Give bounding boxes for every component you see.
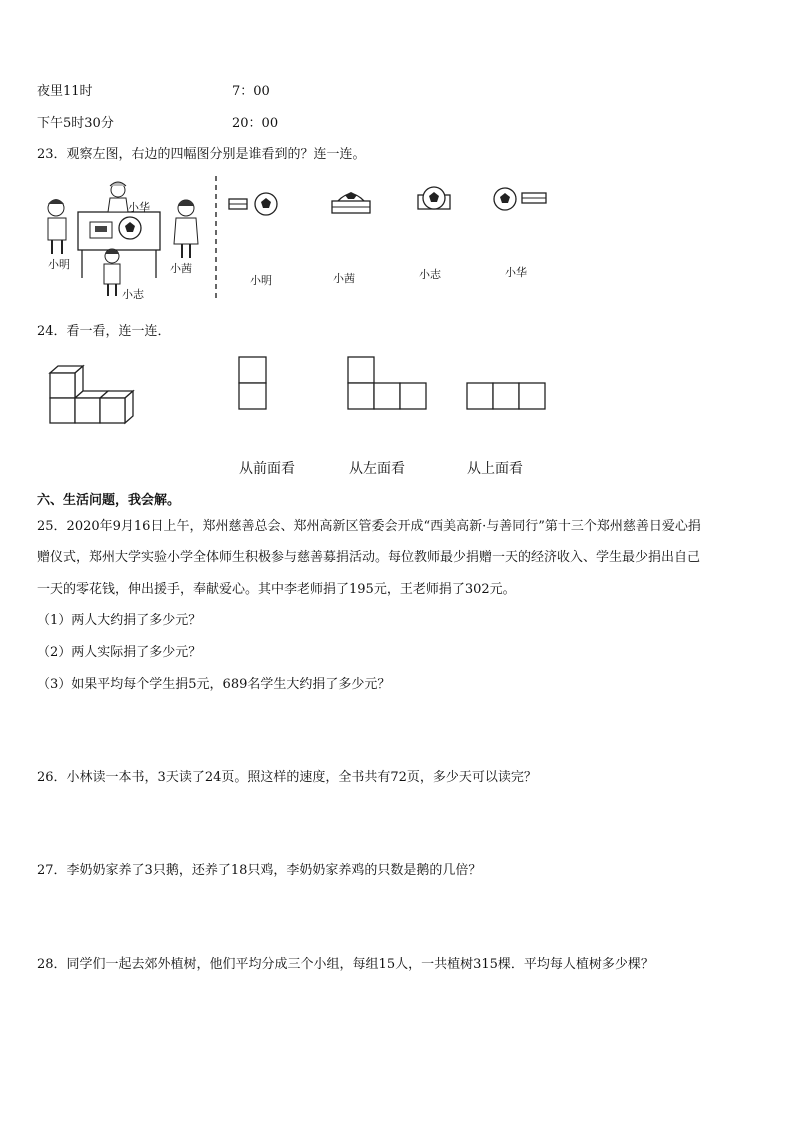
q23-option-xiaohua: 小华 <box>505 266 527 279</box>
q23-dashed-divider <box>214 176 218 302</box>
time-right-2: 20：00 <box>232 116 279 131</box>
q27-text: 27．李奶奶家养了3只鹅，还养了18只鸡，李奶奶家养鸡的只数是鹅的几倍？ <box>37 863 482 878</box>
q23-view-4[interactable] <box>492 186 548 212</box>
time-left-1: 夜里11时 <box>37 84 93 99</box>
q24-label-top: 从上面看 <box>467 461 523 477</box>
q23-person-label-xiaoqian: 小茜 <box>170 262 192 275</box>
q23-person-label-xiaohua: 小华 <box>128 201 150 214</box>
q24-view-top[interactable] <box>466 382 548 412</box>
q25-sub-1: （1）两人大约捐了多少元？ <box>37 613 202 628</box>
q25-line-1: 25．2020年9月16日上午，郑州慈善总会、郑州高新区管委会开成“西美高新·与善同行”第十三个郑州慈善日爱心捐 <box>37 519 701 534</box>
q28-text: 28．同学们一起去郊外植树，他们平均分成三个小组，每组15人，一共植树315棵．平均每人植树多少棵？ <box>37 957 654 972</box>
q24-view-front[interactable] <box>238 356 268 412</box>
q24-cube-solid <box>46 365 138 431</box>
time-left-2: 下午5时30分 <box>37 116 114 131</box>
q24-label-left: 从左面看 <box>349 461 405 477</box>
q23-view-1[interactable] <box>228 190 280 218</box>
q23-option-xiaozhi: 小志 <box>419 268 441 281</box>
section6-heading: 六、生活问题，我会解。 <box>37 493 181 508</box>
q23-person-label-xiaozhi: 小志 <box>122 288 144 301</box>
q25-sub-3: （3）如果平均每个学生捐5元，689名学生大约捐了多少元？ <box>37 677 391 692</box>
q23-option-xiaoming: 小明 <box>250 274 272 287</box>
q24-text: 24．看一看，连一连． <box>37 324 171 339</box>
q25-sub-2: （2）两人实际捐了多少元？ <box>37 645 202 660</box>
q23-person-label-xiaoming: 小明 <box>48 258 70 271</box>
q25-line-2: 赠仪式，郑州大学实验小学全体师生积极参与慈善募捐活动。每位教师最少捐赠一天的经济收入、学生最少捐出自己 <box>37 550 701 565</box>
q26-text: 26．小林读一本书，3天读了24页。照这样的速度，全书共有72页，多少天可以读完？ <box>37 770 537 785</box>
q24-label-front: 从前面看 <box>239 461 295 477</box>
q25-line-3: 一天的零花钱，伸出援手，奉献爱心。其中李老师捐了195元，王老师捐了302元。 <box>37 582 516 597</box>
q23-option-xiaoqian: 小茜 <box>333 272 355 285</box>
q23-view-3[interactable] <box>416 185 452 215</box>
q23-text: 23．观察左图，右边的四幅图分别是谁看到的？连一连。 <box>37 147 366 162</box>
time-right-1: 7：00 <box>232 84 270 99</box>
q23-view-2[interactable] <box>330 187 372 217</box>
q24-view-left[interactable] <box>347 356 429 412</box>
